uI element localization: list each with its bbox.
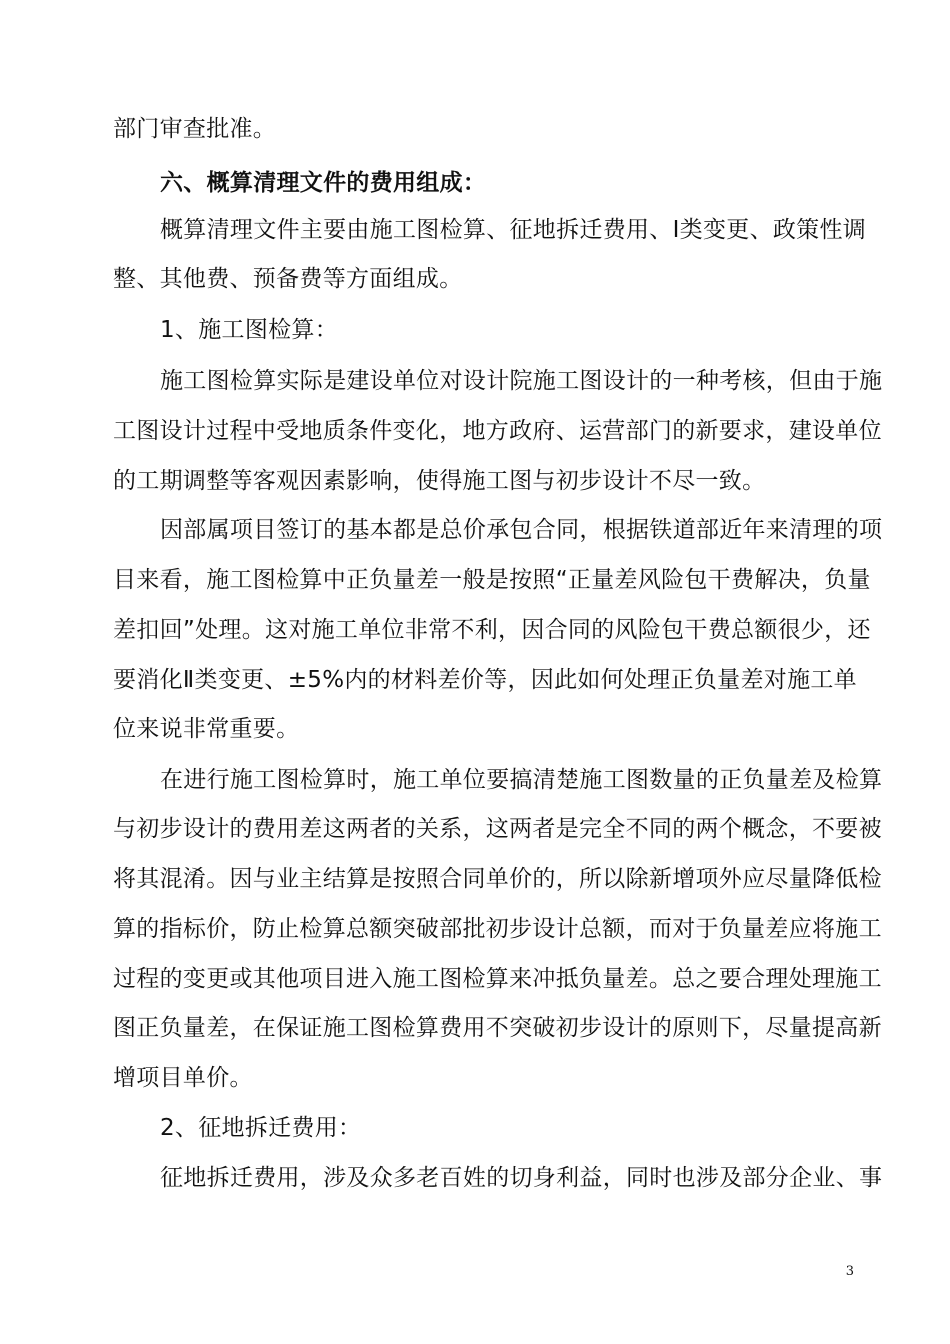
page-number: 3 (845, 1264, 854, 1279)
paragraph-line: 位来说非常重要。 (113, 716, 300, 742)
paragraph-line: 增项目单价。 (113, 1065, 253, 1091)
paragraph-line: 差扣回”处理。这对施工单位非常不利，因合同的风险包干费总额很少，还 (113, 617, 871, 643)
subsection-heading: 2、征地拆迁费用： (160, 1115, 362, 1141)
paragraph-line: 部门审查批准。 (113, 116, 277, 142)
paragraph-line: 在进行施工图检算时，施工单位要搞清楚施工图数量的正负量差及检算 (160, 767, 883, 793)
paragraph-line: 因部属项目签订的基本都是总价承包合同，根据铁道部近年来清理的项 (160, 517, 883, 543)
paragraph-line: 算的指标价，防止检算总额突破部批初步设计总额，而对于负量差应将施工 (113, 916, 882, 942)
paragraph-line: 施工图检算实际是建设单位对设计院施工图设计的一种考核，但由于施 (160, 368, 883, 394)
subsection-heading: 1、施工图检算： (160, 317, 339, 343)
paragraph-line: 工图设计过程中受地质条件变化，地方政府、运营部门的新要求，建设单位 (113, 418, 882, 444)
paragraph-line: 与初步设计的费用差这两者的关系，这两者是完全不同的两个概念，不要被 (113, 816, 882, 842)
paragraph-line: 概算清理文件主要由施工图检算、征地拆迁费用、Ⅰ类变更、政策性调 (160, 217, 867, 243)
paragraph-line: 的工期调整等客观因素影响，使得施工图与初步设计不尽一致。 (113, 468, 766, 494)
paragraph-line: 图正负量差，在保证施工图检算费用不突破初步设计的原则下，尽量提高新 (113, 1015, 882, 1041)
paragraph-line: 过程的变更或其他项目进入施工图检算来冲抵负量差。总之要合理处理施工 (113, 966, 882, 992)
paragraph-line: 征地拆迁费用，涉及众多老百姓的切身利益，同时也涉及部分企业、事 (160, 1165, 883, 1191)
paragraph-line: 目来看，施工图检算中正负量差一般是按照“正量差风险包干费解决，负量 (113, 567, 871, 593)
paragraph-line: 要消化Ⅱ类变更、±5%内的材料差价等，因此如何处理正负量差对施工单 (113, 667, 857, 693)
paragraph-line: 整、其他费、预备费等方面组成。 (113, 266, 463, 292)
paragraph-line: 将其混淆。因与业主结算是按照合同单价的，所以除新增项外应尽量降低检 (113, 866, 882, 892)
section-heading: 六、概算清理文件的费用组成： (160, 170, 487, 196)
